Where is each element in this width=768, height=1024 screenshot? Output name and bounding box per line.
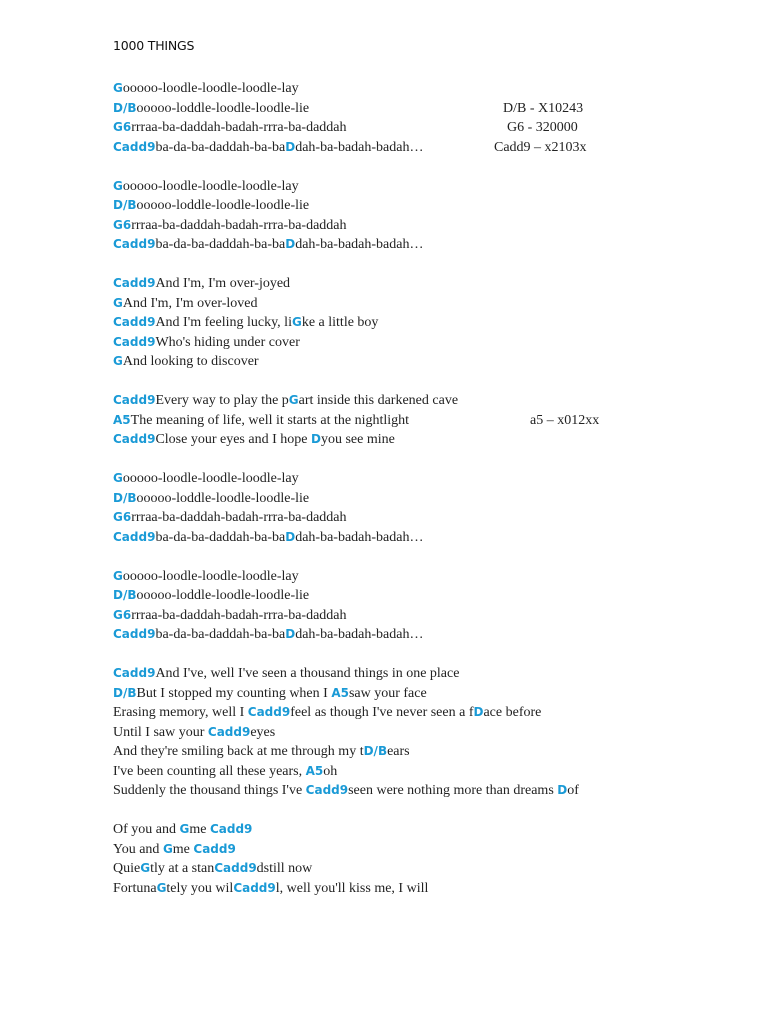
lyric-line	[113, 313, 753, 333]
lyric-text: And I'm, I'm over-joyed	[155, 276, 291, 291]
chord-label: D	[557, 783, 568, 797]
chord-label: D	[285, 529, 296, 544]
lyric-text: Fortuna	[113, 880, 157, 896]
lyric-text: dah-ba-badah-badah…	[295, 139, 424, 155]
lyric-text: l, well you'll kiss me, I will	[275, 880, 429, 896]
lyric-text: Suddenly the thousand things I've	[113, 783, 306, 798]
chord-label: D/B	[113, 685, 137, 700]
chord-label: G	[179, 822, 190, 836]
lyric-text: ears	[387, 744, 410, 759]
lyric-text: seen were nothing more than dreams	[348, 783, 558, 798]
lyric-line	[113, 79, 753, 99]
lyric-text: of	[567, 783, 579, 798]
stanza	[113, 79, 753, 157]
lyric-text: Of you and	[113, 822, 180, 837]
lyric-line	[113, 762, 753, 782]
lyric-line	[113, 859, 753, 879]
lyric-text: ba-da-ba-daddah-ba-ba	[155, 237, 286, 252]
lyric-line	[113, 469, 753, 489]
lyric-text: ke a little boy	[301, 315, 379, 330]
chord-label: D	[473, 705, 484, 719]
chord-label: D	[285, 627, 296, 641]
lyric-text: ooooo-loddle-loodle-loodle-lie	[136, 490, 310, 506]
lyric-text: ba-da-ba-daddah-ba-ba	[155, 139, 286, 155]
chord-label: D	[285, 139, 296, 154]
lyric-text: ooooo-loodle-loodle-loodle-lay	[122, 471, 299, 486]
lyric-text: Who's hiding under cover	[155, 334, 300, 350]
lyric-line	[113, 430, 753, 450]
lyric-text: art inside this darkened cave	[298, 393, 459, 408]
lyric-text: saw your face	[348, 685, 427, 701]
lyric-text: ooooo-loodle-loodle-loodle-lay	[122, 178, 299, 194]
chord-label: Cadd9	[113, 627, 156, 641]
lyric-text: But I stopped my counting when I	[136, 685, 332, 701]
lyric-text: You and	[113, 841, 163, 857]
lyric-line	[113, 274, 753, 294]
chord-label: G	[162, 841, 173, 856]
lyric-text: you see mine	[320, 432, 395, 447]
lyric-text: Every way to play the p	[155, 393, 289, 408]
chord-label: Cadd9	[113, 529, 156, 544]
chord-fingering-note: D/B - X10243	[503, 100, 584, 116]
chord-label: Cadd9	[247, 705, 291, 719]
lyric-line	[113, 177, 753, 197]
chord-label: D	[310, 432, 321, 446]
chord-label: G6	[113, 607, 132, 622]
chord-label: G6	[113, 120, 132, 134]
lyric-text: Until I saw your	[113, 724, 208, 740]
chord-label: D/B	[113, 588, 137, 602]
lyric-text: ba-da-ba-daddah-ba-ba	[155, 529, 286, 545]
lyric-line	[113, 879, 753, 899]
chord-label: Cadd9	[207, 724, 251, 739]
chord-label: D/B	[363, 744, 388, 758]
lyric-text: rrraa-ba-daddah-badah-rrra-ba-daddah	[131, 217, 347, 233]
chord-label: D/B	[113, 490, 137, 505]
chord-label: Cadd9	[209, 822, 253, 836]
lyric-text: Close your eyes and I hope	[155, 432, 311, 447]
chord-fingering-note: a5 – x012xx	[530, 412, 600, 428]
chord-label: G	[113, 471, 123, 485]
chord-label: Cadd9	[113, 139, 156, 154]
lyric-text: eyes	[250, 724, 276, 740]
chord-label: G	[113, 568, 123, 583]
stanza	[113, 567, 753, 645]
chord-label: D/B	[113, 100, 137, 115]
lyric-text: I've been counting all these years,	[113, 763, 306, 779]
lyric-line	[113, 703, 753, 723]
lyric-text: oh	[323, 763, 338, 779]
lyric-text: ooooo-loddle-loodle-loodle-lie	[136, 588, 310, 603]
stanza	[113, 469, 753, 547]
lyric-line	[113, 840, 753, 860]
chord-label: Cadd9	[113, 334, 156, 349]
lyric-line	[113, 391, 753, 411]
lyric-line	[113, 294, 753, 314]
lyric-text: ba-da-ba-daddah-ba-ba	[155, 627, 286, 642]
lyric-text: me	[189, 822, 210, 837]
chord-fingering-note: G6 - 320000	[507, 120, 578, 135]
chord-label: Cadd9	[214, 861, 257, 875]
stanza	[113, 820, 753, 898]
lyric-line	[113, 820, 753, 840]
chord-label: G	[291, 315, 302, 329]
lyric-line	[113, 99, 753, 119]
lyric-text: ooooo-loodle-loodle-loodle-lay	[122, 81, 299, 96]
lyrics-sheet	[113, 36, 753, 918]
lyric-line	[113, 723, 753, 743]
lyric-text: And they're smiling back at me through my t	[113, 744, 364, 759]
lyric-line	[113, 216, 753, 236]
chord-label: A5	[331, 685, 349, 700]
chord-label: Cadd9	[305, 783, 349, 797]
stanza	[113, 664, 753, 801]
lyric-line	[113, 196, 753, 216]
chord-label: G	[113, 81, 123, 95]
lyric-line	[113, 138, 753, 158]
stanza-list	[113, 79, 753, 898]
lyric-text: tly at a stan	[150, 861, 215, 876]
lyric-text: me	[172, 841, 194, 857]
chord-label: A5	[113, 412, 131, 427]
lyric-text: The meaning of life, well it starts at the nightlight	[130, 412, 410, 428]
chord-label: Cadd9	[113, 237, 156, 251]
chord-label: Cadd9	[113, 276, 156, 290]
chord-label: G	[156, 880, 167, 895]
lyric-text: rrraa-ba-daddah-badah-rrra-ba-daddah	[131, 120, 347, 135]
lyric-line	[113, 352, 753, 372]
lyric-text: ooooo-loddle-loodle-loodle-lie	[136, 198, 310, 213]
lyric-line	[113, 664, 753, 684]
lyric-text: dstill now	[256, 861, 313, 876]
lyric-line	[113, 411, 753, 431]
lyric-line	[113, 586, 753, 606]
chord-label: A5	[305, 763, 324, 778]
stanza	[113, 177, 753, 255]
chord-label: G6	[113, 217, 132, 232]
stanza	[113, 391, 753, 450]
chord-label: D/B	[113, 198, 137, 212]
lyric-line	[113, 606, 753, 626]
lyric-text: And I'm, I'm over-loved	[122, 295, 258, 311]
lyric-text: ooooo-loodle-loodle-loodle-lay	[122, 568, 299, 584]
lyric-line	[113, 625, 753, 645]
lyric-line	[113, 567, 753, 587]
chord-label: G	[113, 354, 123, 368]
lyric-line	[113, 742, 753, 762]
chord-label: Cadd9	[113, 393, 156, 407]
lyric-text: dah-ba-badah-badah…	[295, 237, 424, 252]
chord-label: G	[113, 178, 123, 193]
lyric-line	[113, 781, 753, 801]
chord-label: G	[288, 393, 299, 407]
chord-label: Cadd9	[113, 432, 156, 446]
chord-label: Cadd9	[113, 666, 156, 680]
lyric-text: tely you wil	[166, 880, 234, 896]
lyric-text: And looking to discover	[122, 354, 259, 369]
lyric-line	[113, 333, 753, 353]
lyric-text: Erasing memory, well I	[113, 705, 248, 720]
lyric-text: feel as though I've never seen a f	[290, 705, 474, 720]
chord-label: G	[140, 861, 151, 875]
chord-label: D	[285, 237, 296, 251]
chord-label: Cadd9	[113, 315, 156, 329]
lyric-text: dah-ba-badah-badah…	[295, 529, 424, 545]
chord-label: Cadd9	[233, 880, 276, 895]
chord-fingering-note: Cadd9 – x2103x	[494, 139, 587, 155]
lyric-line	[113, 235, 753, 255]
lyric-text: Quie	[113, 861, 141, 876]
lyric-text: And I've, well I've seen a thousand things in one place	[155, 666, 460, 681]
chord-label: G6	[113, 510, 132, 524]
stanza	[113, 274, 753, 372]
lyric-line	[113, 528, 753, 548]
lyric-text: dah-ba-badah-badah…	[295, 627, 424, 642]
lyric-text: And I'm feeling lucky, li	[155, 315, 292, 330]
lyric-line	[113, 508, 753, 528]
chord-label: Cadd9	[193, 841, 236, 856]
chord-label: G	[113, 295, 123, 310]
lyric-text: ace before	[483, 705, 542, 720]
lyric-text: rrraa-ba-daddah-badah-rrra-ba-daddah	[131, 607, 347, 623]
lyric-line	[113, 118, 753, 138]
lyric-line	[113, 489, 753, 509]
lyric-text: rrraa-ba-daddah-badah-rrra-ba-daddah	[131, 510, 347, 525]
song-title: 1000 THINGS	[113, 38, 195, 53]
lyric-text: ooooo-loddle-loodle-loodle-lie	[136, 100, 310, 116]
lyric-line	[113, 684, 753, 704]
